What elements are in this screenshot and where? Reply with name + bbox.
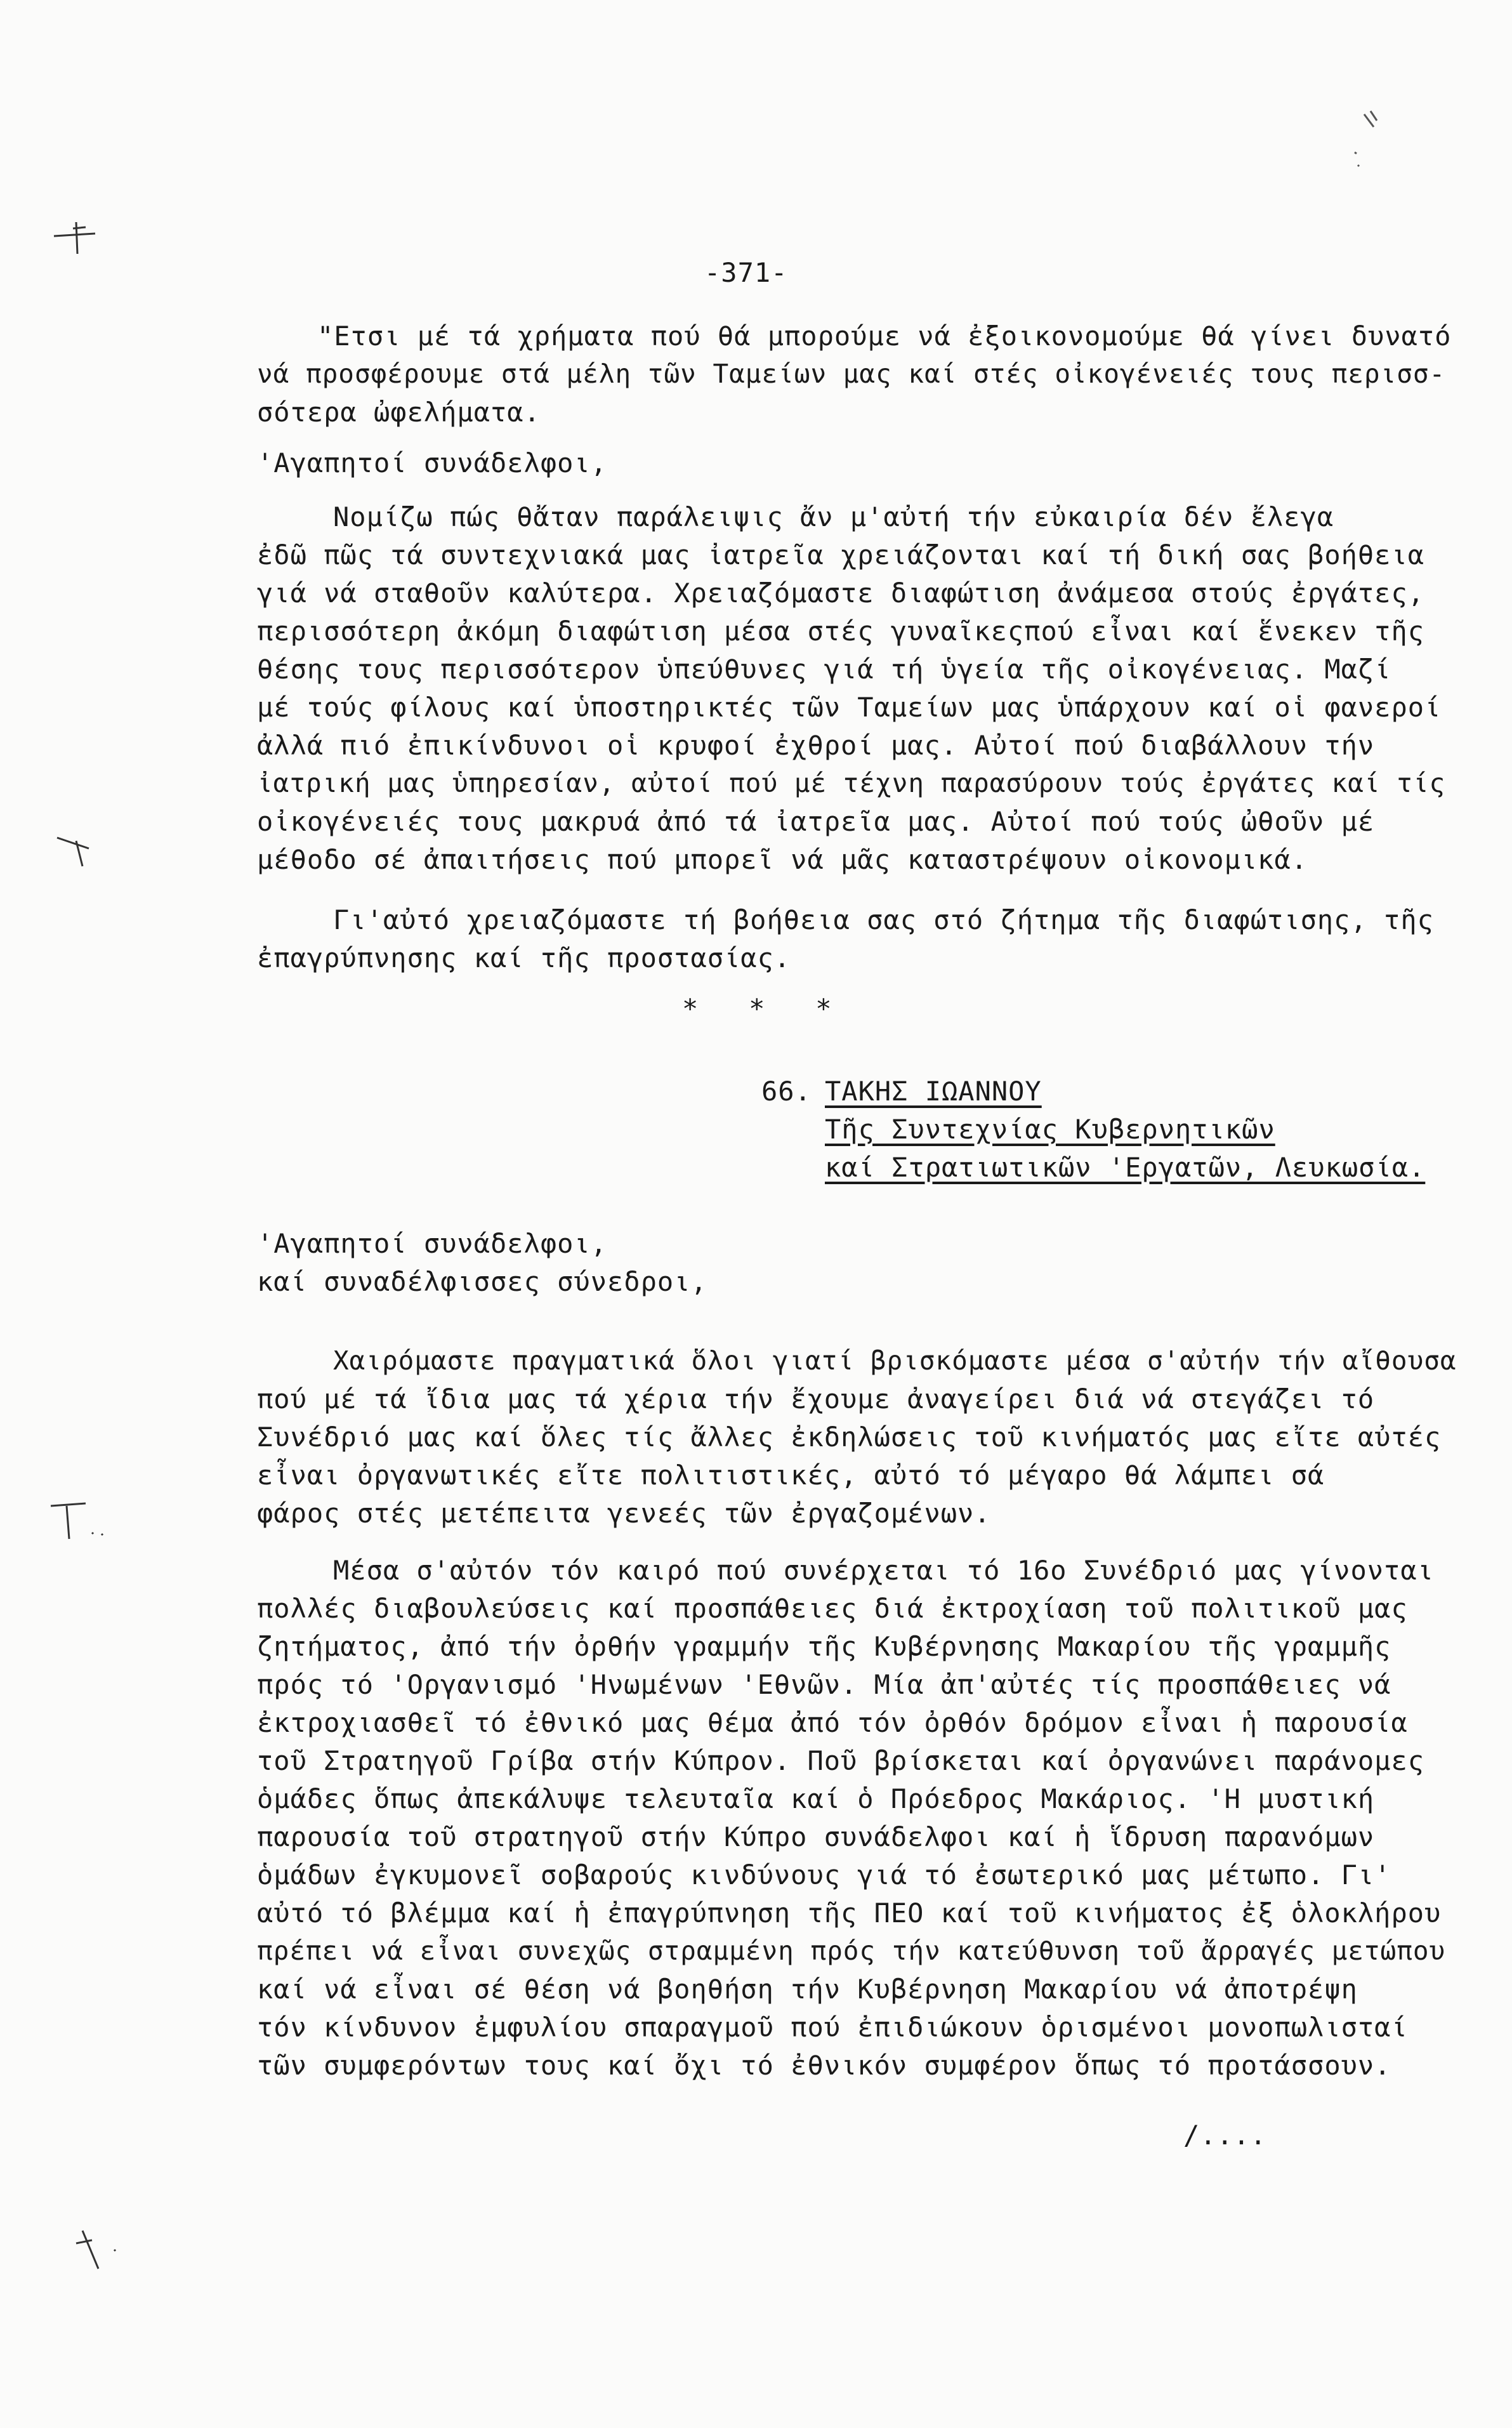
paragraph-5-line: παρουσία τοῦ στρατηγοῦ στήν Κύπρο συνάδελφοι καί ἡ ἵδρυση παρανόμων [257, 1821, 1375, 1852]
paragraph-2-line: μέθοδο σέ ἀπαιτήσεις πού μπορεῖ νά μᾶς καταστρέψουν οἰκονομικά. [257, 844, 1308, 875]
greeting: 'Αγαπητοί συνάδελφοι, [257, 1228, 608, 1259]
paragraph-5-line: ὁμάδων ἐγκυμονεῖ σοβαρούς κινδύνους γιά τό ἐσωτερικό μας μέτωπο. Γι' [257, 1859, 1391, 1890]
margin-mark-icon [1345, 108, 1402, 184]
margin-mark-icon [48, 1494, 111, 1545]
paragraph-5-line: αὐτό τό βλέμμα καί ἡ ἐπαγρύπνηση τῆς ΠΕΟ καί τοῦ κινήματος ἐξ ὁλοκλήρου [257, 1897, 1442, 1929]
speaker-union: Τῆς Συντεχνίας Κυβερνητικῶν [825, 1114, 1275, 1145]
greeting: 'Αγαπητοί συνάδελφοι, [257, 447, 608, 478]
paragraph-4-line: πού μέ τά ἴδια μας τά χέρια τήν ἔχουμε ἀναγείρει διά νά στεγάζει τό [257, 1383, 1375, 1415]
paragraph-2-line: ἀλλά πιό ἐπικίνδυνοι οἱ κρυφοί ἐχθροί μας. Αὐτοί πού διαβάλλουν τήν [257, 730, 1375, 761]
margin-mark-icon [70, 2224, 133, 2275]
paragraph-2-line: γιά νά σταθοῦν καλύτερα. Χρειαζόμαστε διαφώτιση ἀνάμεσα στούς ἐργάτες, [257, 577, 1425, 609]
paragraph-5-line: ὁμάδες ὅπως ἀπεκάλυψε τελευταῖα καί ὁ Πρόεδρος Μακάριος. 'Η μυστική [257, 1783, 1375, 1814]
paragraph-5-line: τοῦ Στρατηγοῦ Γρίβα στήν Κύπρον. Ποῦ βρίσκεται καί ὀργανώνει παράνομες [257, 1745, 1425, 1776]
paragraph-1-line: σότερα ὠφελήματα. [257, 397, 541, 428]
paragraph-2-line: οἰκογένειές τους μακρυά ἀπό τά ἰατρεῖα μας. Αὐτοί πού τούς ὠθοῦν μέ [257, 806, 1375, 837]
page-number: -371- [704, 257, 788, 288]
paragraph-1-line: "Ετσι μέ τά χρήματα πού θά μπορούμε νά ἐξοικονομούμε θά γίνει δυνατό [317, 320, 1452, 352]
speaker-number: 66. [761, 1076, 812, 1107]
paragraph-2-line: Νομίζω πώς θἄταν παράλειψις ἄν μ'αὐτή τήν εὐκαιρία δέν ἔλεγα [333, 501, 1334, 532]
paragraph-4-line: εἶναι ὀργανωτικές εἴτε πολιτιστικές, αὐτό τό μέγαρο θά λάμπει σά [257, 1460, 1325, 1491]
paragraph-5-line: Μέσα σ'αὐτόν τόν καιρό πού συνέρχεται τό 16ο Συνέδριό μας γίνονται [333, 1555, 1434, 1586]
paragraph-2-line: μέ τούς φίλους καί ὑποστηρικτές τῶν Ταμείων μας ὑπάρχουν καί οἱ φανεροί [257, 692, 1442, 723]
paragraph-5-line: καί νά εἶναι σέ θέση νά βοηθήση τήν Κυβέρνηση Μακαρίου νά ἀποτρέψη [257, 1974, 1358, 2005]
paragraph-4-line: φάρος στές μετέπειτα γενεές τῶν ἐργαζομένων. [257, 1498, 991, 1529]
greeting: καί συναδέλφισσες σύνεδροι, [257, 1266, 707, 1297]
section-separator: * * * [682, 993, 832, 1024]
margin-mark-icon [51, 209, 102, 260]
speaker-union-location: καί Στρατιωτικῶν 'Εργατῶν, Λευκωσία. [825, 1152, 1426, 1183]
paragraph-2-line: θέσης τους περισσότερον ὑπεύθυνες γιά τή ὑγεία τῆς οἰκογένειας. Μαζί [257, 654, 1391, 685]
paragraph-5-line: ζητήματος, ἀπό τήν ὀρθήν γραμμήν τῆς Κυβέρνησης Μακαρίου τῆς γραμμῆς [257, 1631, 1391, 1662]
paragraph-5-line: πρέπει νά εἶναι συνεχῶς στραμμένη πρός τήν κατεύθυνση τοῦ ἄρραγές μετώπου [257, 1936, 1446, 1966]
speaker-name: ΤΑΚΗΣ ΙΩΑΝΝΟΥ [825, 1076, 1042, 1107]
paragraph-5-line: τόν κίνδυνον ἐμφυλίου σπαραγμοῦ πού ἐπιδιώκουν ὁρισμένοι μονοπωλισταί [257, 2012, 1408, 2043]
paragraph-3-line: Γι'αὐτό χρειαζόμαστε τή βοήθεια σας στό ζήτημα τῆς διαφώτισης, τῆς [333, 904, 1434, 935]
margin-mark-icon [51, 822, 102, 873]
paragraph-2-line: ἰατρική μας ὑπηρεσίαν, αὐτοί πού μέ τέχνη παρασύρουν τούς ἐργάτες καί τίς [257, 768, 1446, 798]
paragraph-3-line: ἐπαγρύπνησης καί τῆς προστασίας. [257, 942, 791, 973]
paragraph-5-line: πολλές διαβουλεύσεις καί προσπάθειες διά ἐκτροχίαση τοῦ πολιτικοῦ μας [257, 1593, 1408, 1624]
paragraph-4-line: Συνέδριό μας καί ὅλες τίς ἄλλες ἐκδηλώσεις τοῦ κινήματός μας εἴτε αὐτές [257, 1422, 1442, 1453]
paragraph-5-line: πρός τό 'Οργανισμό 'Ηνωμένων 'Εθνῶν. Μία ἀπ'αὐτές τίς προσπάθειες νά [257, 1669, 1391, 1700]
paragraph-4-line: Χαιρόμαστε πραγματικά ὅλοι γιατί βρισκόμαστε μέσα σ'αὐτήν τήν αἴθουσα [333, 1345, 1457, 1376]
paragraph-5-line: ἐκτροχιασθεῖ τό ἐθνικό μας θέμα ἀπό τόν ὀρθόν δρόμον εἶναι ἡ παρουσία [257, 1707, 1408, 1738]
paragraph-1-line: νά προσφέρουμε στά μέλη τῶν Ταμείων μας καί στές οἰκογένειές τους περισσ- [257, 359, 1446, 389]
continuation-mark: /.... [1183, 2120, 1267, 2151]
paragraph-2-line: περισσότερη ἀκόμη διαφώτιση μέσα στές γυναῖκεςπού εἶναι καί ἕνεκεν τῆς [257, 616, 1425, 647]
paragraph-5-line: τῶν συμφερόντων τους καί ὄχι τό ἐθνικόν συμφέρον ὅπως τό προτάσσουν. [257, 2050, 1391, 2081]
paragraph-2-line: ἐδῶ πῶς τά συντεχνιακά μας ἰατρεῖα χρειάζονται καί τή δική σας βοήθεια [257, 539, 1425, 571]
